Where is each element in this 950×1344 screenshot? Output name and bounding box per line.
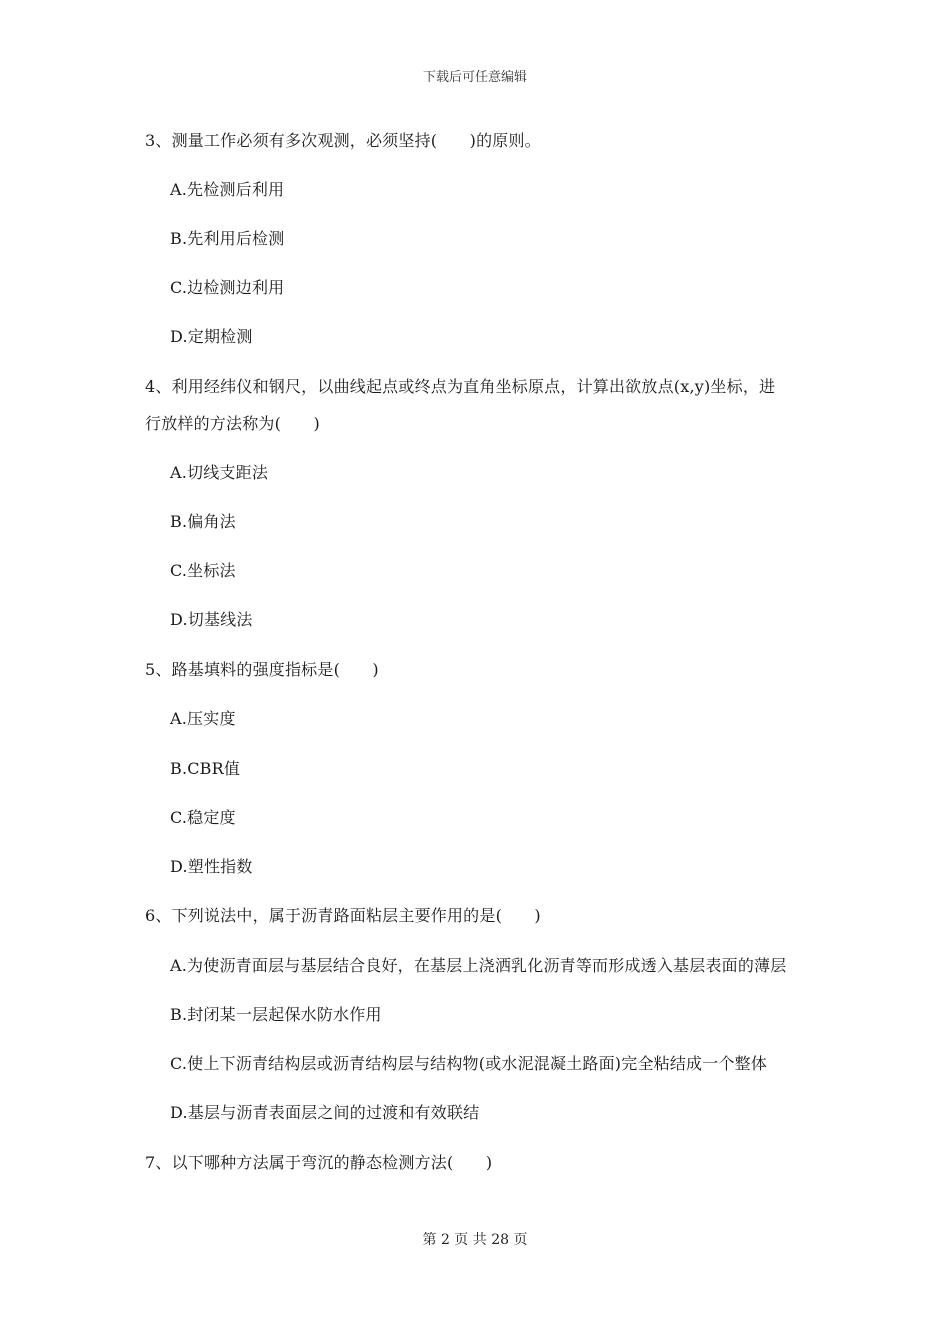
question-6-option-a: A.为使沥青面层与基层结合良好，在基层上浇洒乳化沥青等而形成透入基层表面的薄层 — [170, 956, 787, 975]
question-3-option-d: D.定期检测 — [170, 327, 253, 346]
question-5-stem: 5、路基填料的强度指标是( ) — [145, 660, 379, 679]
question-5-option-d: D.塑性指数 — [170, 857, 253, 876]
question-6-stem: 6、下列说法中，属于沥青路面粘层主要作用的是( ) — [145, 906, 541, 925]
question-3-option-c: C.边检测边利用 — [170, 278, 285, 297]
question-3-stem: 3、测量工作必须有多次观测，必须坚持( )的原则。 — [145, 131, 541, 150]
question-4-option-b: B.偏角法 — [170, 512, 236, 531]
question-4-option-a: A.切线支距法 — [170, 463, 269, 482]
question-3-option-a: A.先检测后利用 — [170, 180, 285, 199]
question-7-stem: 7、以下哪种方法属于弯沉的静态检测方法( ) — [145, 1153, 493, 1172]
question-4-stem-line1: 4、利用经纬仪和钢尺，以曲线起点或终点为直角坐标原点，计算出欲放点(x,y)坐标，进 — [145, 377, 776, 396]
question-5-option-c: C.稳定度 — [170, 808, 236, 827]
question-3-option-b: B.先利用后检测 — [170, 229, 285, 248]
question-6-option-d: D.基层与沥青表面层之间的过渡和有效联结 — [170, 1103, 480, 1122]
question-4-option-c: C.坐标法 — [170, 561, 236, 580]
question-5-option-a: A.压实度 — [170, 709, 236, 728]
question-6-option-b: B.封闭某一层起保水防水作用 — [170, 1005, 382, 1024]
page-header: 下载后可任意编辑 — [422, 70, 527, 85]
question-4-stem-line2: 行放样的方法称为( ) — [145, 414, 320, 433]
page-footer: 第 2 页 共 28 页 — [422, 1232, 528, 1248]
question-6-option-c: C.使上下沥青结构层或沥青结构层与结构物(或水泥混凝土路面)完全粘结成一个整体 — [170, 1054, 768, 1073]
question-5-option-b: B.CBR值 — [170, 759, 241, 778]
question-4-option-d: D.切基线法 — [170, 610, 253, 629]
